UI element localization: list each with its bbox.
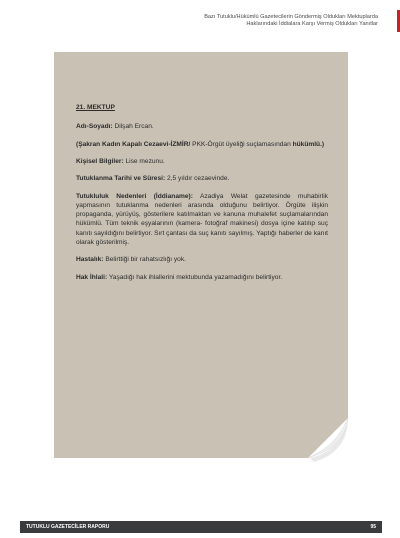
rights-value: Yaşadığı hak ihlallerini mektubunda yazamadığını belirtiyor. <box>108 273 283 281</box>
prison-label: (Şakran Kadın Kapalı Cezaevi-İZMİR/ <box>76 140 191 148</box>
arrest-label: Tutuklanma Tarihi ve Süresi: <box>76 175 166 183</box>
page-footer <box>20 521 382 533</box>
header-line-1: Bazı Tutuklu/Hükümlü Gazetecilerin Göndermiş Oldukları Mektuplarda <box>204 14 378 20</box>
arrest-value: 2,5 yıldır cezaevinde. <box>167 175 230 183</box>
reasons-label: Tutukluluk Nedenleri (İddianame): <box>76 192 193 200</box>
name-label: Adı-Soyadı: <box>76 123 113 131</box>
letter-title: 21. MEKTUP <box>76 104 115 111</box>
page-header <box>78 14 378 28</box>
page-curl-graphic <box>300 418 360 478</box>
reasons-value: Azadiya Welat gazetesinde muhabirlik yapmasının tutuklanma nedenleri arasında olduğunu belirtiyor. Örgüte ilişkin propaganda, yürüyüş, gösterilere katılmaktan ve kanuna muhalefet suçlamalarından hükümlü. Tüm teknik eşyalarının (kamera- fotoğraf makinesi) dosya içine katılıp suç kanıtı sayıldığını belirtiyor. Sırt çantası da suç kanıtı sayılmış. Yaptığı haberler de kanıt olarak gösterilmiş. <box>76 192 328 246</box>
personal-paragraph <box>76 157 328 166</box>
prison-paragraph <box>76 140 328 149</box>
prison-label-end: hükümlü.) <box>292 140 325 148</box>
personal-value: Lise mezunu. <box>125 157 165 165</box>
prison-value: PKK-Örgüt üyeliği suçlamasından <box>192 140 291 148</box>
illness-label: Hastalık: <box>76 256 104 264</box>
header-line-2: Haklarındaki İddialara Karşı Vermiş Oldukları Yanıtlar <box>246 21 378 27</box>
illness-paragraph <box>76 255 328 264</box>
page-number: 95 <box>370 524 376 530</box>
name-value: Dilşah Ercan. <box>114 123 154 131</box>
arrest-paragraph <box>76 174 328 183</box>
personal-label: Kişisel Bilgiler: <box>76 157 124 165</box>
rights-label: Hak İhlali: <box>76 273 108 281</box>
reasons-paragraph <box>76 192 328 247</box>
illness-value: Belirttiği bir rahatsızlığı yok. <box>105 256 186 264</box>
letter-content <box>76 103 328 290</box>
rights-paragraph <box>76 273 328 282</box>
name-paragraph <box>76 122 328 131</box>
report-name: TUTUKLU GAZETECİLER RAPORU <box>26 524 110 530</box>
